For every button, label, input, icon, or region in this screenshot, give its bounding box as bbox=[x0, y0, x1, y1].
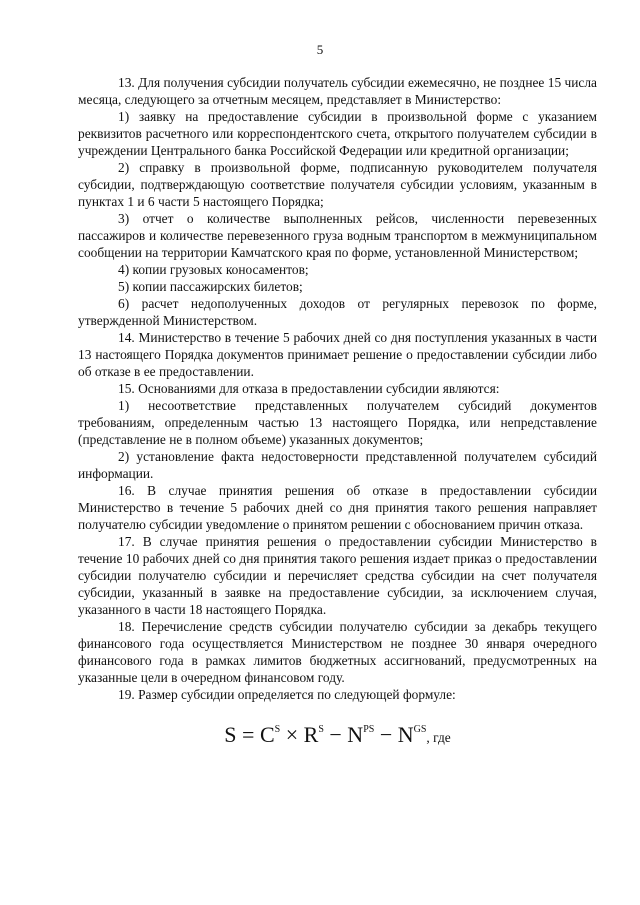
formula-term-r: R bbox=[303, 722, 319, 747]
formula-term-nps-sup: PS bbox=[363, 724, 375, 735]
page-number: 5 bbox=[316, 42, 324, 57]
item-15-2: 2) установление факта недостоверности представленной получателем субсидий информации. bbox=[78, 449, 597, 481]
formula-term-c-sup: S bbox=[274, 724, 281, 735]
paragraph-16: 16. В случае принятия решения об отказе в предоставлении субсидии Министерство в течение 5 рабочих дней со дня принятия такого решения направляет получателю субсидии уведомление о принятом решении с обоснованием причин отказа. bbox=[78, 483, 597, 532]
formula-equals: = bbox=[236, 722, 260, 747]
formula-minus-1: − bbox=[323, 722, 348, 747]
paragraph-19: 19. Размер субсидии определяется по следующей формуле: bbox=[118, 687, 456, 702]
item-13-2: 2) справку в произвольной форме, подписанную руководителем получателя субсидии, подтверждающую соответствие получателя субсидии условиям, указанным в пунктах 1 и 6 части 5 настоящего Порядка; bbox=[78, 160, 597, 209]
paragraph-17: 17. В случае принятия решения о предоставлении субсидии Министерство в течение 10 рабочих дней со дня принятия такого решения издает приказ о предоставлении субсидии получателю субсидии и перечисляет средства субсидии на счет получателя субсидии, указанный в заявке на предоставление субсидии, за исключением случая, указанного в части 18 настоящего Порядка. bbox=[78, 534, 597, 617]
document-body bbox=[78, 74, 597, 746]
paragraph-18: 18. Перечисление средств субсидии получателю субсидии за декабрь текущего финансового года осуществляется Министерством не позднее 30 января очередного финансового года в рамках лимитов бюджетных ассигнований, предусмотренных на указанные цели в очередном финансовом году. bbox=[78, 619, 597, 685]
formula-term-nps: N bbox=[347, 722, 364, 747]
item-13-1: 1) заявку на предоставление субсидии в произвольной форме с указанием реквизитов расчетного или корреспондентского счета, открытого получателем субсидии в учреждении Центрального банка Российской Федерации или кредитной организации; bbox=[78, 109, 597, 158]
paragraph-14: 14. Министерство в течение 5 рабочих дней со дня поступления указанных в части 13 настоящего Порядка документов принимает решение о предоставлении субсидии либо об отказе в ее предоставлении. bbox=[78, 330, 597, 379]
paragraph-13: 13. Для получения субсидии получатель субсидии ежемесячно, не позднее 15 числа месяца, следующего за отчетным месяцем, представляет в Министерство: bbox=[78, 75, 597, 107]
paragraph-15: 15. Основаниями для отказа в предоставлении субсидии являются: bbox=[118, 381, 500, 396]
formula-suffix: , где bbox=[426, 730, 451, 745]
formula-minus-2: − bbox=[374, 722, 398, 747]
formula-term-c: C bbox=[259, 722, 275, 747]
item-15-1: 1) несоответствие представленных получателем субсидий документов требованиям, определенным частью 13 настоящего Порядка, или непредставление (представление не в полном объеме) указанных документов; bbox=[78, 398, 597, 447]
formula-lhs: S bbox=[224, 722, 237, 747]
formula-term-ngs-sup: GS bbox=[413, 724, 427, 735]
formula-times: × bbox=[280, 722, 304, 747]
formula-term-ngs: N bbox=[397, 722, 414, 747]
formula-term-r-sup: S bbox=[318, 724, 324, 735]
subsidy-formula bbox=[78, 721, 597, 746]
item-13-6: 6) расчет недополученных доходов от регулярных перевозок по форме, утвержденной Министерством. bbox=[78, 296, 597, 328]
item-13-4: 4) копии грузовых коносаментов; bbox=[118, 262, 309, 277]
item-13-5: 5) копии пассажирских билетов; bbox=[118, 279, 303, 294]
item-13-3: 3) отчет о количестве выполненных рейсов, численности перевезенных пассажиров и количестве перевезенного груза водным транспортом в межмуниципальном сообщении на территории Камчатского края по форме, установленной Министерством; bbox=[78, 211, 597, 260]
